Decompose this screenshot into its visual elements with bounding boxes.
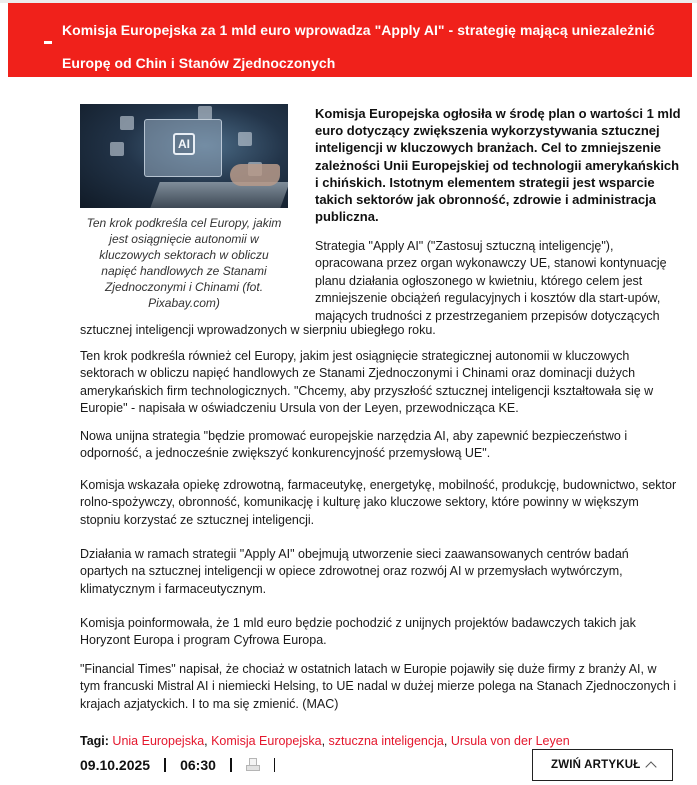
tag-link[interactable]: Ursula von der Leyen bbox=[450, 734, 570, 748]
meta-divider bbox=[274, 758, 275, 772]
photo-hologram-icon bbox=[238, 132, 252, 146]
article-paragraph-4: Komisja wskazała opiekę zdrowotną, farmaceutykę, energetykę, mobilność, produkcję, budownictwo, sektor rolno-spożywczy, obronność, komunikację i kulturę jako kluczowe sektory, które powinny w większym stopniu korzystać ze sztucznej inteligencji. bbox=[80, 478, 677, 527]
photo-hand bbox=[230, 164, 280, 186]
tags-list bbox=[80, 733, 570, 749]
article-header-banner bbox=[8, 3, 692, 77]
tags-label: Tagi: bbox=[80, 734, 109, 748]
article-figure bbox=[80, 104, 288, 311]
article-paragraph-5: Działania w ramach strategii "Apply AI" obejmują utworzenie sieci zaawansowanych centrów badań opartych na sztucznej inteligencji w opiece zdrowotnej oraz rozwój AI w przemysłach wytwórczym, klimatycznym i farmaceutycznym. bbox=[80, 547, 629, 596]
photo-ai-label: AI bbox=[173, 133, 195, 155]
collapse-article-label: ZWIŃ ARTYKUŁ bbox=[551, 759, 641, 771]
photo-caption: Ten krok podkreśla cel Europy, jakim jest osiągnięcie autonomii w kluczowych sektorach w obliczu napięć handlowych ze Stanami Zjednoczonymi i Chinami (fot. Pixabay.com) bbox=[86, 216, 282, 310]
article-paragraph-3: Nowa unijna strategia "będzie promować europejskie narzędzia AI, aby zapewnić bezpieczeństwo i odporność, a jednocześnie zwiększyć konkurencyjność przemysłową UE". bbox=[80, 429, 628, 461]
publish-date: 09.10.2025 bbox=[80, 757, 151, 773]
printer-icon[interactable] bbox=[246, 758, 260, 772]
photo-hologram-icon bbox=[198, 106, 212, 120]
article-meta bbox=[80, 754, 289, 776]
photo-hologram-icon bbox=[120, 116, 134, 130]
tag-separator: , bbox=[443, 734, 451, 748]
collapse-article-button[interactable] bbox=[532, 749, 673, 781]
article-paragraph-1-continuation: sztucznej inteligencji wprowadzonych w sierpniu ubiegłego roku. bbox=[80, 323, 436, 337]
article-paragraph-6: Komisja poinformowała, że 1 mld euro będzie pochodzić z unijnych projektów badawczych takich jak Horyzont Europa i program Cyfrowa Europa. bbox=[80, 616, 636, 648]
chevron-up-icon bbox=[645, 761, 656, 772]
tag-link[interactable]: sztuczna inteligencja bbox=[328, 734, 444, 748]
tag-separator: , bbox=[204, 734, 212, 748]
meta-divider bbox=[164, 758, 166, 772]
publish-time: 06:30 bbox=[180, 757, 216, 773]
article-title: Komisja Europejska za 1 mld euro wprowadza "Apply AI" - strategię mającą uniezależnić Europę od Chin i Stanów Zjednoczonych bbox=[62, 22, 655, 71]
photo-hologram-icon bbox=[110, 142, 124, 156]
tag-separator: , bbox=[321, 734, 329, 748]
tag-link[interactable]: Unia Europejska bbox=[112, 734, 205, 748]
article-paragraph-1: Strategia "Apply AI" ("Zastosuj sztuczną inteligencję"), opracowana przez organ wykonawczy UE, stanowi kontynuację planu działania ogłoszonego w kwietniu, którego celem jest zmniejszenie obciążeń regulacyjnych i kosztów dla start-upów, mających trudności z przestrzeganiem przepisów dotyczących bbox=[315, 239, 667, 323]
article-photo[interactable] bbox=[80, 104, 288, 208]
meta-divider bbox=[230, 758, 232, 772]
tag-link[interactable]: Komisja Europejska bbox=[211, 734, 322, 748]
article-paragraph-7: "Financial Times" napisał, że chociaż w ostatnich latach w Europie pojawiły się duże firmy z branży AI, w tym francuski Mistral AI i niemiecki Helsing, to UE nadal w dużej mierze polega na Stanach Zjednoczonych i krajach azjatyckich. I to ma się zmienić. (MAC) bbox=[80, 662, 677, 711]
article-paragraph-2: Ten krok podkreśla również cel Europy, jakim jest osiągnięcie strategicznej autonomii w kluczowych sektorach w obliczu napięć handlowych ze Stanami Zjednoczonymi i Chinami oraz dominacji dużych amerykańskich firm technologicznych. "Chcemy, aby przyszłość sztucznej inteligencji kształtowała się w Europie" - napisała w oświadczeniu Ursula von der Leyen, przewodnicząca KE. bbox=[80, 349, 654, 416]
dash-icon bbox=[44, 41, 52, 44]
article-lead: Komisja Europejska ogłosiła w środę plan o wartości 1 mld euro dotyczący zwiększenia wykorzystywania sztucznej inteligencji w kluczowych branżach. Cel to zmniejszenie zależności Unii Europejskiej od technologii amerykańskich i chińskich. Istotnym elementem strategii jest wsparcie takich sektorów jak obronność, zdrowie i administracja publiczna. bbox=[315, 106, 681, 225]
